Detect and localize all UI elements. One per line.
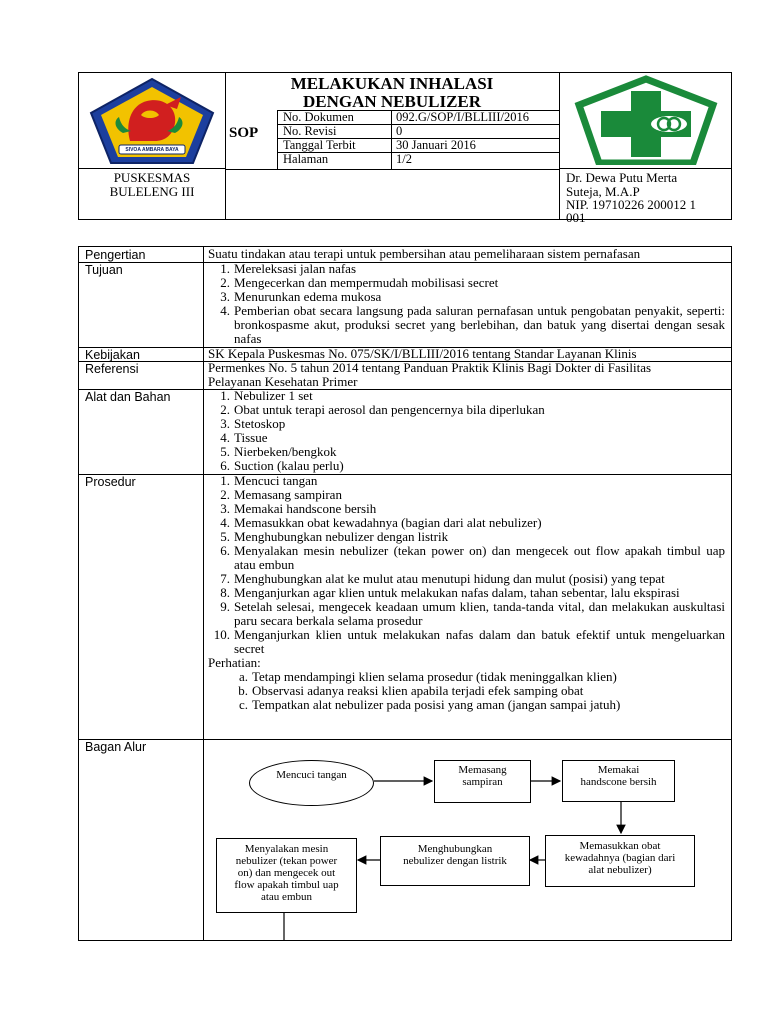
node-label: Mencuci tangan — [276, 769, 347, 781]
page-title-line1: MELAKUKAN INHALASI — [290, 74, 494, 93]
referensi-line: Pelayanan Kesehatan Primer — [208, 374, 358, 389]
list-item: 7. Menghubungkan alat ke mulut atau menutupi hidung dan mulut (posisi) yang tepat — [220, 571, 665, 586]
row-tujuan — [79, 262, 731, 347]
node-label: Memakai — [597, 764, 640, 776]
list-item: 4. Memasukkan obat kewadahnya (bagian dari alat nebulizer) — [220, 515, 542, 530]
signer-nip-line1: NIP. 19710226 200012 1 — [566, 197, 697, 212]
org-name-line1: PUSKESMAS — [113, 170, 191, 185]
row-alat-bahan — [79, 389, 731, 474]
node-label: alat nebulizer) — [588, 864, 652, 876]
divider — [559, 73, 560, 219]
perhatian-label: Perhatian: — [208, 655, 261, 670]
section-label: Kebijakan — [85, 348, 140, 362]
list-item: 8. Menganjurkan agar klien untuk melakukan nafas dalam, tahan sebentar, lalu ekspirasi — [220, 585, 680, 600]
referensi-text — [208, 361, 725, 389]
prosedur-content — [208, 474, 725, 712]
node-label: atau embun — [260, 891, 312, 903]
section-label: Alat dan Bahan — [85, 390, 171, 404]
perhatian-list — [208, 670, 725, 712]
row-pengertian — [79, 247, 731, 262]
list-item: 9. Setelah selesai, mengecek keadaan umum klien, tanda-tanda vital, dan melakukan auskultasi paru secara berkala selama prosedur — [220, 599, 725, 628]
list-item: 6. Menyalakan mesin nebulizer (tekan power on) dan mengecek out flow apakah timbul uap atau embun — [220, 543, 725, 572]
section-label: Referensi — [85, 362, 139, 376]
meta-value: 0 — [396, 124, 403, 138]
list-item: 2. Obat untuk terapi aerosol dan pengencernya bila diperlukan — [220, 402, 545, 417]
sop-label: SOP — [229, 125, 259, 141]
flow-node-memasukkan — [545, 835, 695, 887]
list-item: 1. Nebulizer 1 set — [220, 388, 313, 403]
signer-name-line2: Suteja, M.A.P — [566, 184, 640, 199]
flow-node-menyalakan — [216, 838, 357, 913]
node-label: sampiran — [462, 776, 503, 788]
org-name-line2: BULELENG III — [109, 184, 195, 199]
meta-value: 092.G/SOP/I/BLLIII/2016 — [396, 110, 529, 124]
list-item: 6. Suction (kalau perlu) — [220, 458, 344, 473]
list-item: 4. Pemberian obat secara langsung pada saluran pernafasan untuk pengobatan penyakit, seperti: bronkospasme akut, produksi secret yang berlebihan, dan batuk yang disertai dengan sesak nafas — [220, 303, 725, 346]
node-label: Menyalakan mesin — [244, 843, 329, 855]
meta-value: 30 Januari 2016 — [396, 138, 476, 152]
list-item: 3. Memakai handscone bersih — [220, 501, 377, 516]
row-prosedur — [79, 474, 731, 739]
flow-start-node — [249, 760, 374, 806]
list-item: 1. Mereleksasi jalan nafas — [220, 261, 357, 276]
doc-meta-grid — [225, 110, 559, 169]
logo-text: SIVOA AMBARA BAYA — [125, 147, 179, 153]
meta-row — [225, 138, 558, 152]
list-item: 5. Nierbeken/bengkok — [220, 444, 337, 459]
signer-nip-line2: 001 — [566, 210, 586, 225]
meta-label: Tanggal Terbit — [283, 138, 356, 152]
meta-row — [225, 152, 558, 166]
node-label: on) dan mengecek out — [237, 867, 336, 879]
prosedur-list — [208, 474, 725, 656]
node-label: nebulizer dengan listrik — [403, 855, 507, 867]
section-label: Prosedur — [85, 475, 136, 489]
page-title-line2: DENGAN NEBULIZER — [302, 92, 482, 111]
referensi-line: Permenkes No. 5 tahun 2014 tentang Panduan Praktik Klinis Bagi Dokter di Fasilitas — [208, 360, 652, 375]
list-item: 10. Menganjurkan klien untuk melakukan nafas dalam dan batuk efektif untuk mengeluarkan secret — [213, 627, 725, 656]
list-item: 5. Menghubungkan nebulizer dengan listrik — [220, 529, 449, 544]
meta-value: 1/2 — [396, 152, 412, 166]
section-text: SK Kepala Puskesmas No. 075/SK/I/BLLIII/2016 tentang Standar Layanan Klinis — [208, 346, 637, 361]
list-item: 3. Stetoskop — [220, 416, 286, 431]
row-referensi — [79, 361, 731, 389]
list-item: 3. Menurunkan edema mukosa — [220, 289, 382, 304]
divider — [559, 168, 731, 169]
node-label: nebulizer (tekan power — [235, 855, 338, 867]
row-kebijakan — [79, 347, 731, 361]
signer-name-line1: Dr. Dewa Putu Merta — [566, 170, 678, 185]
section-label: Bagan Alur — [85, 740, 147, 754]
flow-node-memasang — [434, 760, 531, 803]
node-label: Menghubungkan — [417, 843, 493, 855]
list-item: 2. Mengecerkan dan mempermudah mobilisasi secret — [220, 275, 499, 290]
section-label: Tujuan — [85, 263, 123, 277]
flow-node-memakai — [562, 760, 675, 802]
node-label: handscone bersih — [580, 776, 657, 788]
node-label: kewadahnya (bagian dari — [564, 852, 676, 864]
list-item: 2. Memasang sampiran — [220, 487, 342, 502]
tujuan-list — [208, 262, 725, 346]
divider — [79, 168, 225, 169]
node-label: Memasukkan obat — [579, 840, 661, 852]
section-text: Suatu tindakan atau terapi untuk pembersihan atau pemeliharaan sistem pernafasan — [208, 246, 641, 261]
meta-label: Halaman — [283, 152, 329, 166]
meta-row — [225, 124, 558, 138]
list-item: 4. Tissue — [220, 430, 268, 445]
meta-row — [225, 110, 558, 124]
node-label: flow apakah timbul uap — [234, 879, 339, 891]
list-item: c. Tempatkan alat nebulizer pada posisi yang aman (jangan sampai jatuh) — [238, 697, 621, 712]
divider — [225, 169, 559, 170]
list-item: 1. Mencuci tangan — [220, 473, 318, 488]
flow-node-menghubungkan — [380, 836, 530, 886]
list-item: b. Observasi adanya reaksi klien apabila terjadi efek samping obat — [238, 683, 584, 698]
health-cross-logo-icon — [571, 75, 721, 165]
meta-label: No. Revisi — [283, 124, 337, 138]
header-table — [78, 72, 732, 225]
node-label: Memasang — [458, 764, 507, 776]
meta-label: No. Dokumen — [283, 110, 354, 124]
list-item: a. Tetap mendampingi klien selama prosedur (tidak meninggalkan klien) — [238, 669, 617, 684]
alat-list — [208, 389, 725, 473]
section-label: Pengertian — [85, 248, 146, 262]
